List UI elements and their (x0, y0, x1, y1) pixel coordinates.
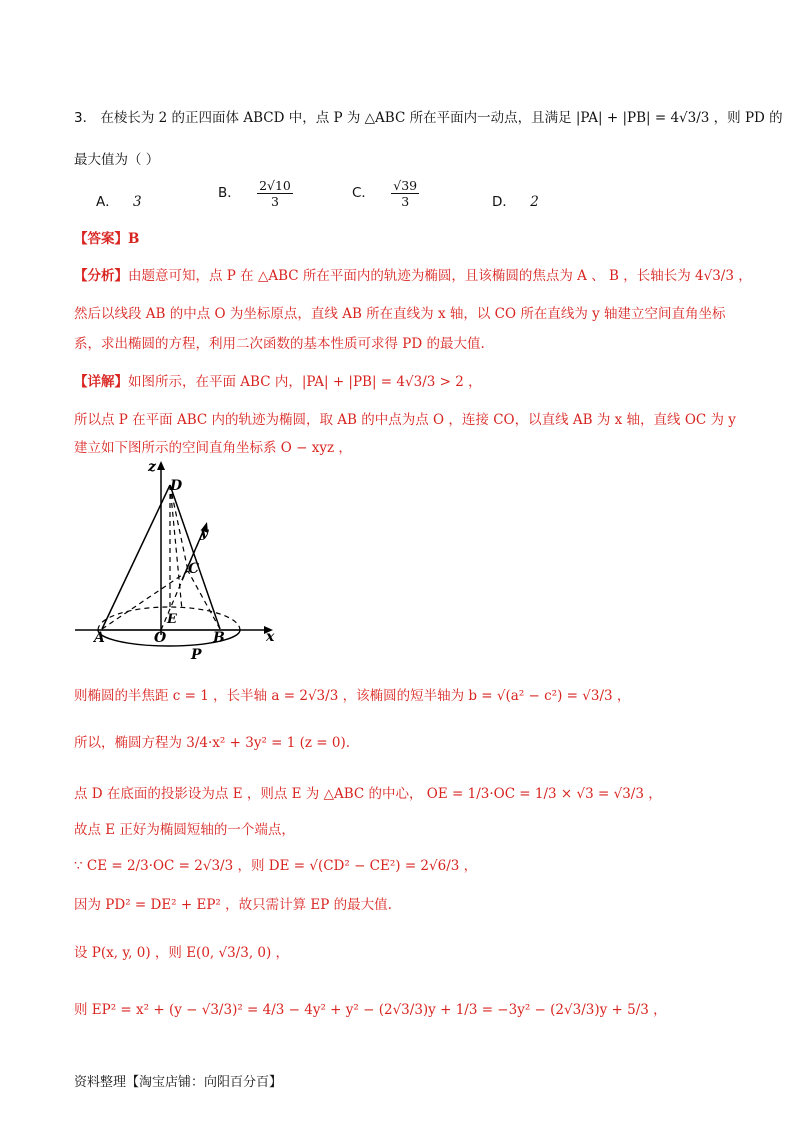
tetrahedron-ellipse-figure (70, 455, 290, 665)
option-c[interactable] (352, 178, 421, 209)
option-b-denominator: 3 (271, 194, 279, 209)
step-8: 则 EP² = x² + (y − √3/3)² = 4/3 − 4y² + y² − (2√3/3)y + 1/3 = −3y² − (2√3/3)y + 5/3 ， (74, 1002, 667, 1018)
detail-tag: 【详解】 (74, 374, 128, 390)
label-y: y (200, 525, 209, 541)
step-7: 设 P(x, y, 0) ，则 E(0, √3/3, 0) ， (74, 945, 290, 961)
option-c-label: C． (352, 185, 375, 201)
detail-text-2: 所以点 P 在平面 ABC 内的轨迹为椭圆，取 AB 的中点为点 O ，连接 CO，以直线 AB 为 x 轴，直线 OC 为 y (74, 412, 736, 428)
question-text-1: 在棱长为 2 的正四面体 ABCD 中，点 P 为 △ABC 所在平面内一动点，且满足 |PA| + |PB| = 4√3/3 ，则 PD 的 (100, 110, 783, 126)
step-3: 点 D 在底面的投影设为点 E ，则点 E 为 △ABC 的中心， OE = 1/3·OC = 1/3 × √3 = √3/3 ， (74, 786, 662, 802)
edge-da (102, 485, 170, 629)
answer-tag: 【答案】 (74, 231, 128, 247)
z-axis-arrow (157, 461, 165, 470)
option-b[interactable] (218, 178, 295, 209)
detail-line-1 (74, 372, 734, 392)
step-2: 所以，椭圆方程为 3/4·x² + 3y² = 1 (z = 0). (74, 735, 351, 751)
question-text-2: 最大值为（ ） (74, 152, 160, 168)
label-x: x (266, 629, 275, 645)
step-4: 故点 E 正好为椭圆短轴的一个端点， (74, 822, 295, 838)
question-line-1 (74, 108, 783, 128)
label-d: D (170, 478, 183, 494)
analysis-text-1: 由题意可知，点 P 在 △ABC 所在平面内的轨迹为椭圆，且该椭圆的焦点为 A 、 B ，长轴长为 4√3/3 ， (128, 268, 752, 284)
analysis-line-1 (74, 266, 752, 286)
analysis-text-3: 系，求出椭圆的方程，利用二次函数的基本性质可求得 PD 的最大值. (74, 336, 485, 352)
detail-text-1: 如图所示，在平面 ABC 内，|PA| + |PB| = 4√3/3 > 2 ， (128, 374, 482, 390)
option-a-label: A． (96, 194, 119, 210)
label-a: A (94, 630, 105, 646)
analysis-tag: 【分析】 (74, 268, 128, 284)
label-b: B (213, 630, 225, 646)
detail-text-3: 建立如下图所示的空间直角坐标系 O − xyz ， (74, 440, 352, 456)
option-b-fraction (257, 178, 293, 209)
analysis-line-2 (74, 304, 734, 324)
option-c-fraction (391, 178, 419, 209)
option-b-label: B． (218, 185, 241, 201)
answer-line (74, 229, 734, 249)
option-a[interactable] (96, 190, 142, 210)
step-1: 则椭圆的半焦距 c = 1 ，长半轴 a = 2√3/3 ，该椭圆的短半轴为 b = √(a² − c²) = √3/3 ， (74, 688, 631, 704)
label-c: C (188, 561, 200, 577)
label-o: O (154, 630, 167, 646)
option-c-denominator: 3 (401, 194, 410, 209)
question-line-2 (74, 150, 734, 170)
step-5: ∵ CE = 2/3·OC = 2√3/3 ，则 DE = √(CD² − CE²) = 2√6/3 ， (74, 858, 478, 874)
option-d-value: 2 (530, 194, 539, 210)
question-number: 3． (74, 110, 97, 126)
option-b-numerator: 2√10 (259, 178, 291, 193)
detail-line-2 (74, 410, 734, 430)
label-e: E (167, 612, 177, 627)
footer-source: 资料整理【淘宝店铺：向阳百分百】 (74, 1075, 283, 1090)
label-z: z (148, 459, 156, 475)
analysis-text-2: 然后以线段 AB 的中点 O 为坐标原点，直线 AB 所在直线为 x 轴，以 CO 所在直线为 y 轴建立空间直角坐标 (74, 306, 726, 322)
label-p: P (191, 647, 202, 663)
option-c-numerator: √39 (393, 178, 418, 193)
option-d-label: D． (492, 194, 516, 210)
edge-bc (188, 571, 220, 629)
step-6: 因为 PD² = DE² + EP² ，故只需计算 EP 的最大值. (74, 897, 392, 913)
answer-value: B (128, 231, 140, 247)
option-d[interactable] (492, 190, 539, 210)
analysis-line-3 (74, 334, 734, 354)
option-a-value: 3 (133, 194, 142, 210)
